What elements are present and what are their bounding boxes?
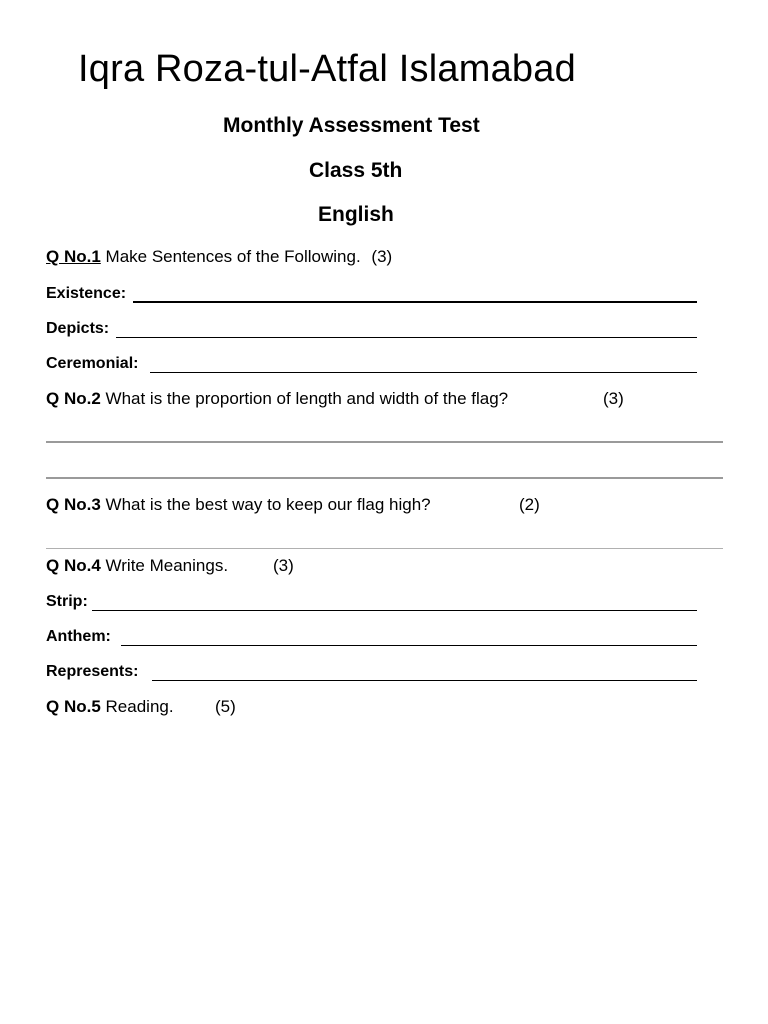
q1-answer-line-depicts[interactable]: [116, 337, 697, 338]
question-2: [46, 389, 508, 409]
q2-answer-line-2[interactable]: [46, 477, 723, 479]
subject-name: English: [318, 203, 394, 226]
question-3: [46, 495, 431, 515]
q4-item-represents: Represents:: [46, 663, 139, 680]
question-5: [46, 697, 174, 717]
q4-answer-line-strip[interactable]: [92, 610, 697, 611]
q2-answer-line-1[interactable]: [46, 441, 723, 443]
class-name: Class 5th: [309, 159, 403, 182]
question-3-marks: (2): [519, 495, 540, 514]
q4-answer-line-represents[interactable]: [152, 680, 697, 681]
q1-item-depicts: Depicts:: [46, 320, 110, 337]
q3-answer-line[interactable]: [46, 548, 723, 549]
question-3-text: What is the best way to keep our flag high?: [105, 495, 431, 514]
question-1-text: Make Sentences of the Following.: [105, 247, 361, 266]
question-5-number: Q No.5: [46, 697, 101, 716]
question-5-marks: (5): [215, 697, 236, 716]
q1-answer-line-ceremonial[interactable]: [150, 372, 697, 373]
q4-item-strip: Strip:: [46, 593, 88, 610]
q1-item-ceremonial: Ceremonial:: [46, 355, 139, 372]
question-1: [46, 247, 392, 267]
question-1-marks: (3): [371, 247, 393, 266]
question-4: [46, 556, 228, 576]
q1-answer-line-existence[interactable]: [133, 301, 697, 303]
question-4-text: Write Meanings.: [105, 556, 229, 575]
question-2-marks: (3): [603, 389, 624, 408]
question-2-number: Q No.2: [46, 389, 101, 408]
q4-answer-line-anthem[interactable]: [121, 645, 697, 646]
question-1-number: Q No.1: [46, 247, 101, 266]
question-5-text: Reading.: [105, 697, 174, 716]
school-title: Iqra Roza-tul-Atfal Islamabad: [78, 48, 576, 90]
question-4-marks: (3): [273, 556, 294, 575]
question-4-number: Q No.4: [46, 556, 101, 575]
question-3-number: Q No.3: [46, 495, 101, 514]
question-2-text: What is the proportion of length and width of the flag?: [105, 389, 509, 408]
test-name: Monthly Assessment Test: [223, 114, 480, 137]
q1-item-existence: Existence:: [46, 285, 127, 302]
q4-item-anthem: Anthem:: [46, 628, 111, 645]
